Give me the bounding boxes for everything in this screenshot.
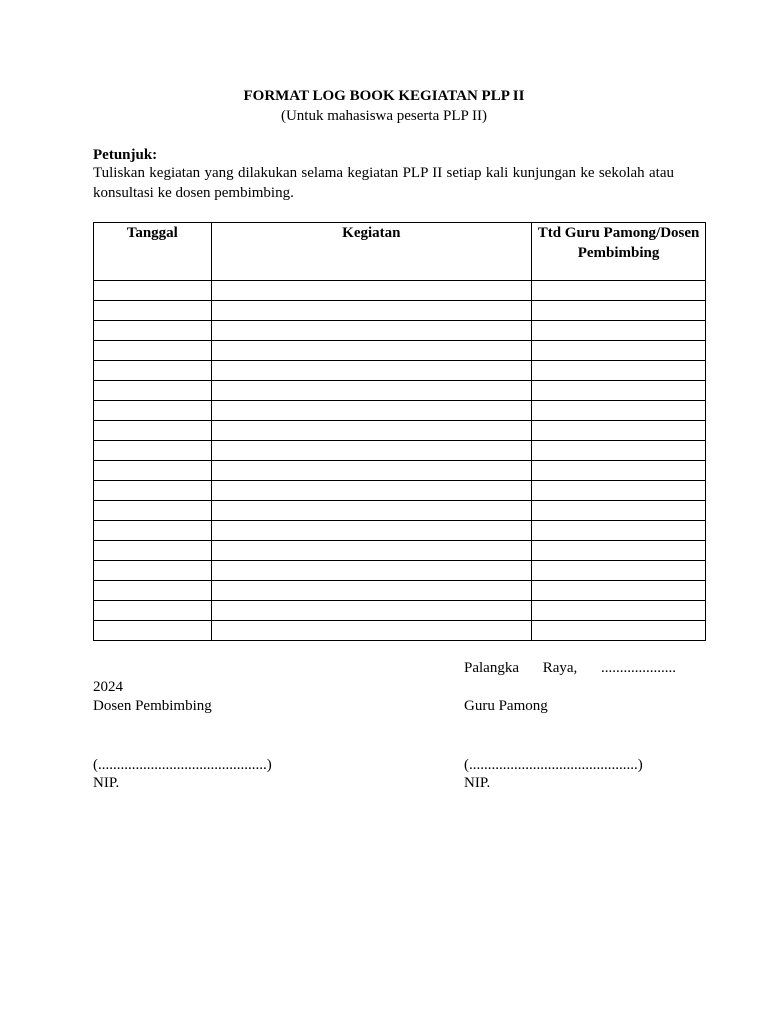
place-word-1: Palangka bbox=[464, 660, 519, 676]
table-row bbox=[94, 561, 706, 581]
signature-cell[interactable] bbox=[532, 501, 706, 521]
signature-cell[interactable] bbox=[532, 541, 706, 561]
date-cell[interactable] bbox=[94, 281, 212, 301]
document-subtitle: (Untuk mahasiswa peserta PLP II) bbox=[280, 108, 488, 124]
logbook-table-body bbox=[94, 281, 706, 641]
date-cell[interactable] bbox=[94, 521, 212, 541]
activity-cell[interactable] bbox=[211, 301, 532, 321]
activity-cell[interactable] bbox=[211, 321, 532, 341]
instructions-heading: Petunjuk: bbox=[93, 147, 158, 163]
date-cell[interactable] bbox=[94, 481, 212, 501]
signature-cell[interactable] bbox=[532, 621, 706, 641]
date-cell[interactable] bbox=[94, 581, 212, 601]
signature-cell[interactable] bbox=[532, 321, 706, 341]
table-row bbox=[94, 441, 706, 461]
instructions-text: Tuliskan kegiatan yang dilakukan selama kegiatan PLP II setiap kali kunjungan ke sekolah atau konsultasi ke dosen pembimbing. bbox=[93, 165, 674, 201]
date-cell[interactable] bbox=[94, 341, 212, 361]
signature-cell[interactable] bbox=[532, 461, 706, 481]
table-row bbox=[94, 321, 706, 341]
signature-cell[interactable] bbox=[532, 301, 706, 321]
activity-cell[interactable] bbox=[211, 441, 532, 461]
date-cell[interactable] bbox=[94, 621, 212, 641]
activity-cell[interactable] bbox=[211, 601, 532, 621]
activity-cell[interactable] bbox=[211, 501, 532, 521]
lecturer-nip-label: NIP. bbox=[93, 775, 120, 791]
date-cell[interactable] bbox=[94, 321, 212, 341]
table-row bbox=[94, 541, 706, 561]
table-row bbox=[94, 381, 706, 401]
date-cell[interactable] bbox=[94, 561, 212, 581]
date-cell[interactable] bbox=[94, 361, 212, 381]
table-row bbox=[94, 581, 706, 601]
activity-cell[interactable] bbox=[211, 481, 532, 501]
signature-cell[interactable] bbox=[532, 361, 706, 381]
activity-cell[interactable] bbox=[211, 421, 532, 441]
column-header-signature: Ttd Guru Pamong/Dosen Pembimbing bbox=[532, 223, 706, 281]
table-row bbox=[94, 621, 706, 641]
activity-cell[interactable] bbox=[211, 281, 532, 301]
date-cell[interactable] bbox=[94, 421, 212, 441]
table-header-row bbox=[94, 223, 706, 281]
year-text: 2024 bbox=[93, 679, 123, 695]
table-row bbox=[94, 361, 706, 381]
date-cell[interactable] bbox=[94, 301, 212, 321]
table-row bbox=[94, 401, 706, 421]
lecturer-role-label: Dosen Pembimbing bbox=[93, 698, 212, 714]
table-row bbox=[94, 301, 706, 321]
date-cell[interactable] bbox=[94, 601, 212, 621]
table-row bbox=[94, 481, 706, 501]
date-cell[interactable] bbox=[94, 541, 212, 561]
teacher-signature-line: (.............................................) bbox=[464, 757, 643, 773]
lecturer-signature-line: (.............................................) bbox=[93, 757, 272, 773]
date-cell[interactable] bbox=[94, 401, 212, 421]
signature-cell[interactable] bbox=[532, 481, 706, 501]
signature-cell[interactable] bbox=[532, 401, 706, 421]
activity-cell[interactable] bbox=[211, 461, 532, 481]
activity-cell[interactable] bbox=[211, 561, 532, 581]
signature-cell[interactable] bbox=[532, 341, 706, 361]
table-row bbox=[94, 501, 706, 521]
date-cell[interactable] bbox=[94, 381, 212, 401]
place-date-line bbox=[464, 658, 676, 678]
signature-cell[interactable] bbox=[532, 421, 706, 441]
date-cell[interactable] bbox=[94, 501, 212, 521]
activity-cell[interactable] bbox=[211, 581, 532, 601]
activity-cell[interactable] bbox=[211, 401, 532, 421]
signature-cell[interactable] bbox=[532, 581, 706, 601]
table-row bbox=[94, 421, 706, 441]
table-row bbox=[94, 601, 706, 621]
logbook-table bbox=[93, 222, 706, 641]
place-word-2: Raya, bbox=[542, 660, 578, 676]
activity-cell[interactable] bbox=[211, 621, 532, 641]
activity-cell[interactable] bbox=[211, 521, 532, 541]
date-cell[interactable] bbox=[94, 461, 212, 481]
activity-cell[interactable] bbox=[211, 341, 532, 361]
activity-cell[interactable] bbox=[211, 541, 532, 561]
activity-cell[interactable] bbox=[211, 381, 532, 401]
signature-cell[interactable] bbox=[532, 561, 706, 581]
activity-cell[interactable] bbox=[211, 361, 532, 381]
table-row bbox=[94, 281, 706, 301]
teacher-nip-label: NIP. bbox=[464, 775, 491, 791]
table-row bbox=[94, 461, 706, 481]
table-row bbox=[94, 521, 706, 541]
signature-cell[interactable] bbox=[532, 381, 706, 401]
date-cell[interactable] bbox=[94, 441, 212, 461]
signature-cell[interactable] bbox=[532, 601, 706, 621]
column-header-date: Tanggal bbox=[94, 223, 212, 281]
document-title: FORMAT LOG BOOK KEGIATAN PLP II bbox=[243, 88, 525, 104]
signature-cell[interactable] bbox=[532, 281, 706, 301]
column-header-activity: Kegiatan bbox=[211, 223, 532, 281]
table-row bbox=[94, 341, 706, 361]
date-blank: .................... bbox=[601, 660, 676, 676]
signature-cell[interactable] bbox=[532, 521, 706, 541]
signature-cell[interactable] bbox=[532, 441, 706, 461]
teacher-role-label: Guru Pamong bbox=[464, 698, 548, 714]
